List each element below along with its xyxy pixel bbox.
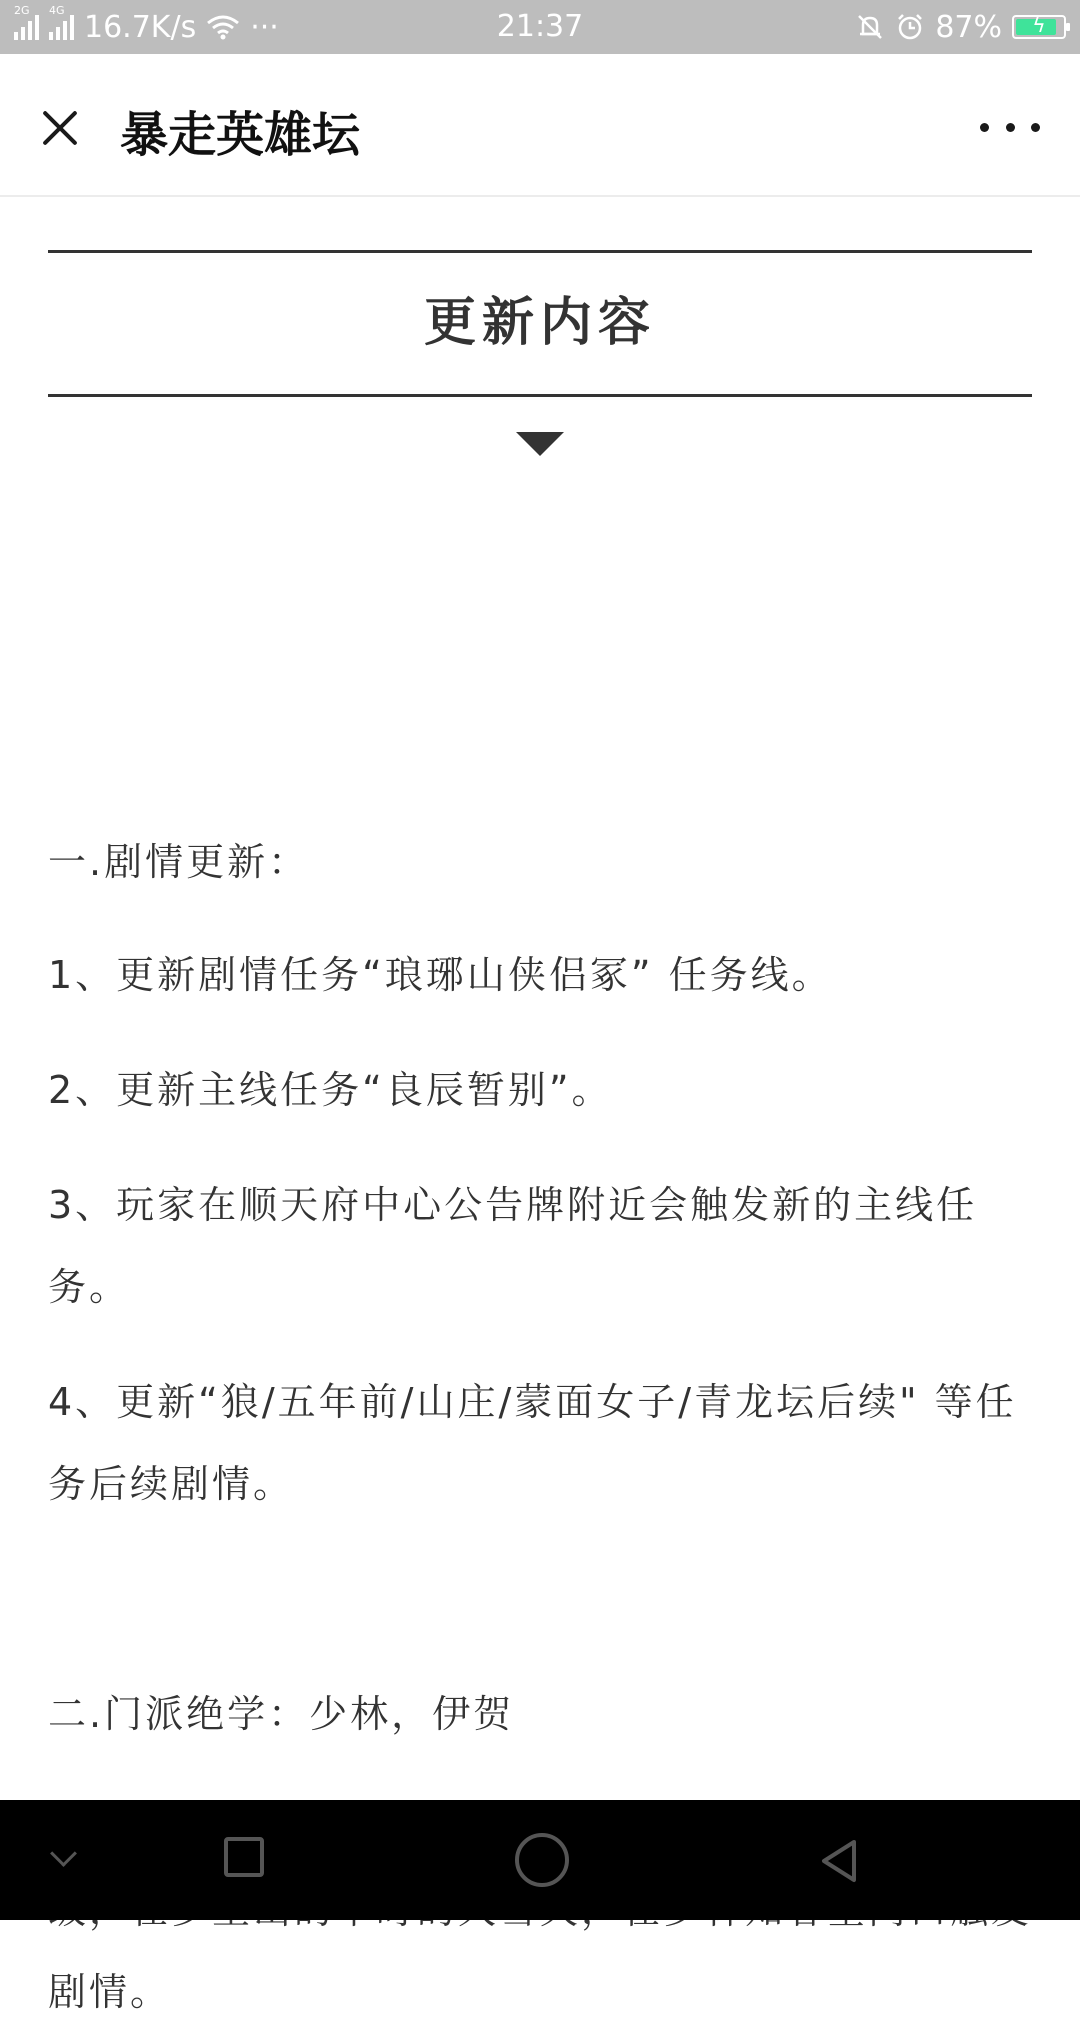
paragraph-story-update-heading: 一.剧情更新： [48, 840, 310, 884]
battery-percent: 87% [935, 9, 1002, 45]
network-type-2g: 2G [14, 4, 30, 17]
section-title: 更新内容 [423, 293, 656, 353]
network-speed: 16.7K/s [84, 9, 197, 45]
dot [980, 123, 989, 132]
network-type-4g: 4G [49, 4, 65, 17]
status-left [14, 0, 279, 54]
signal-4g-icon [49, 4, 74, 40]
more-dots-icon[interactable] [980, 112, 1040, 142]
paragraph-story-2: 2、更新主线任务“良辰暂别”。 [48, 1068, 613, 1112]
dot [1031, 123, 1040, 132]
section-header [48, 250, 1032, 397]
paragraph-sect-1: 剧情。 [48, 1970, 172, 2014]
triangle-down-icon [516, 432, 564, 456]
wifi-icon [206, 14, 240, 40]
back-icon[interactable] [814, 1836, 864, 1886]
navigation-bar [0, 1800, 1080, 1920]
status-more: ··· [250, 9, 279, 45]
page-title: 暴走英雄坛 [120, 107, 361, 163]
dot [1006, 123, 1015, 132]
collapse-icon[interactable] [50, 1840, 77, 1867]
app-header [0, 54, 1080, 197]
paragraph-sect-heading: 二.门派绝学：少林，伊贺 [48, 1692, 515, 1736]
clock: 21:37 [496, 9, 584, 44]
bell-muted-icon [855, 12, 885, 42]
paragraph-story-1: 1、更新剧情任务“琅琊山侠侣冢” 任务线。 [48, 953, 833, 997]
close-icon[interactable] [30, 98, 90, 158]
paragraph-story-4: 4、更新“狼/五年前/山庄/蒙面女子/青龙坛后续" 等任务后续剧情。 [48, 1380, 1017, 1506]
home-icon[interactable] [515, 1833, 569, 1887]
status-bar [0, 0, 1080, 54]
battery-icon [1012, 15, 1066, 39]
recent-apps-icon[interactable] [224, 1837, 264, 1877]
paragraph-story-3: 3、玩家在顺天府中心公告牌附近会触发新的主线任务。 [48, 1183, 978, 1309]
status-right [855, 0, 1066, 54]
signal-2g-icon [14, 4, 39, 40]
charging-icon: ϟ [1032, 13, 1046, 37]
alarm-icon [895, 12, 925, 42]
